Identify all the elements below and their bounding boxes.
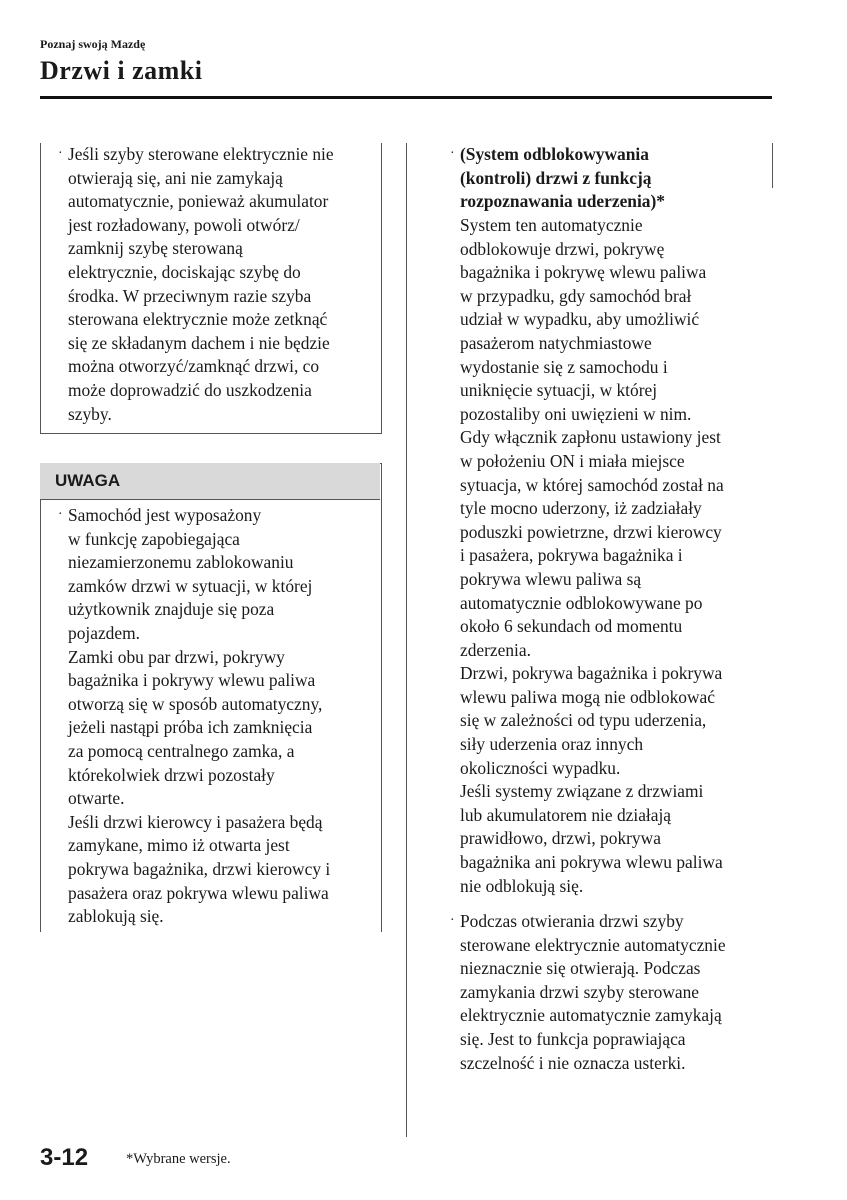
feature-text: System ten automatycznie odblokowuje drzwi, pokrywę bagażnika i pokrywę wlewu paliwa w przypadku, gdy samochód brał udział w wypadku, aby umożliwić pasażerom natychmiastowe wydostanie się z samochodu i uniknięcie sytuacji, w której pozostaliby oni uwięzieni w nim. Gdy włącznik zapłonu ustawiony jest w położeniu ON i miała miejsce sytuacja, w której samochód został na tyle mocno uderzony, iż zadziałały poduszki powietrzne, drzwi kierowcy i pasażera, pokrywa bagażnika i pokrywa wlewu paliwa są automatycznie odblokowywane po około 6 sekundach od momentu zderzenia. Drzwi, pokrywa bagażnika i pokrywa wlewu paliwa mogą nie odblokować się w zależności od typu uderzenia, siły uderzenia oraz innych okoliczności wypadku. Jeśli systemy związane z drzwiami lub akumulatorem nie działają prawidłowo, drzwi, pokrywa bagażnika ani pokrywa wlewu paliwa nie odblokują się. <box>460 215 724 896</box>
right-box-edge <box>772 143 773 188</box>
feature-heading: (System odblokowywania (kontroli) drzwi z funkcją rozpoznawania uderzenia)* <box>460 144 665 212</box>
bullet-icon: · <box>450 913 455 928</box>
uwaga-text: Samochód jest wyposażony w funkcję zapobiegająca niezamierzonemu zablokowaniu zamków drzwi w sytuacji, w której użytkownik znajduje się poza pojazdem. Zamki obu par drzwi, pokrywy bagażnika i pokrywy wlewu paliwa otworzą się w sposób automatyczny, jeżeli nastąpi próba ich zamknięcia za pomocą centralnego zamka, a którekolwiek drzwi pozostały otwarte. Jeśli drzwi kierowcy i pasażera będą zamykane, mimo iż otwarta jest pokrywa bagażnika, drzwi kierowcy i pasażera oraz pokrywa wlewu paliwa zablokują się. <box>68 505 331 927</box>
bullet-icon: · <box>450 146 455 161</box>
uwaga-title: UWAGA <box>55 471 121 490</box>
note-text: Jeśli szyby sterowane elektrycznie nie otwierają się, ani nie zamykają automatycznie, ponieważ akumulator jest rozładowany, powoli otwórz/ zamknij szybę sterowaną elektrycznie, dociskając szybę do środka. W przeciwnym razie szyba sterowana elektrycznie może zetknąć się ze składanym dachem i nie będzie można otworzyć/zamknąć drzwi, co może doprowadzić do uszkodzenia szyby. <box>68 144 334 424</box>
bullet-icon: · <box>58 146 63 161</box>
section-label: Poznaj swoją Mazdę <box>40 37 146 51</box>
window-note-text: Podczas otwierania drzwi szyby sterowane elektrycznie automatycznie nieznacznie się otwierają. Podczas zamykania drzwi szyby sterowane elektrycznie automatycznie zamykają się. Jest to funkcja poprawiająca szczelność i nie oznacza usterki. <box>460 911 726 1073</box>
page-number: 3-12 <box>40 1144 89 1171</box>
bullet-icon: · <box>58 507 63 522</box>
page-title: Drzwi i zamki <box>40 56 203 85</box>
title-rule <box>40 96 772 99</box>
footnote: *Wybrane wersje. <box>126 1151 231 1167</box>
